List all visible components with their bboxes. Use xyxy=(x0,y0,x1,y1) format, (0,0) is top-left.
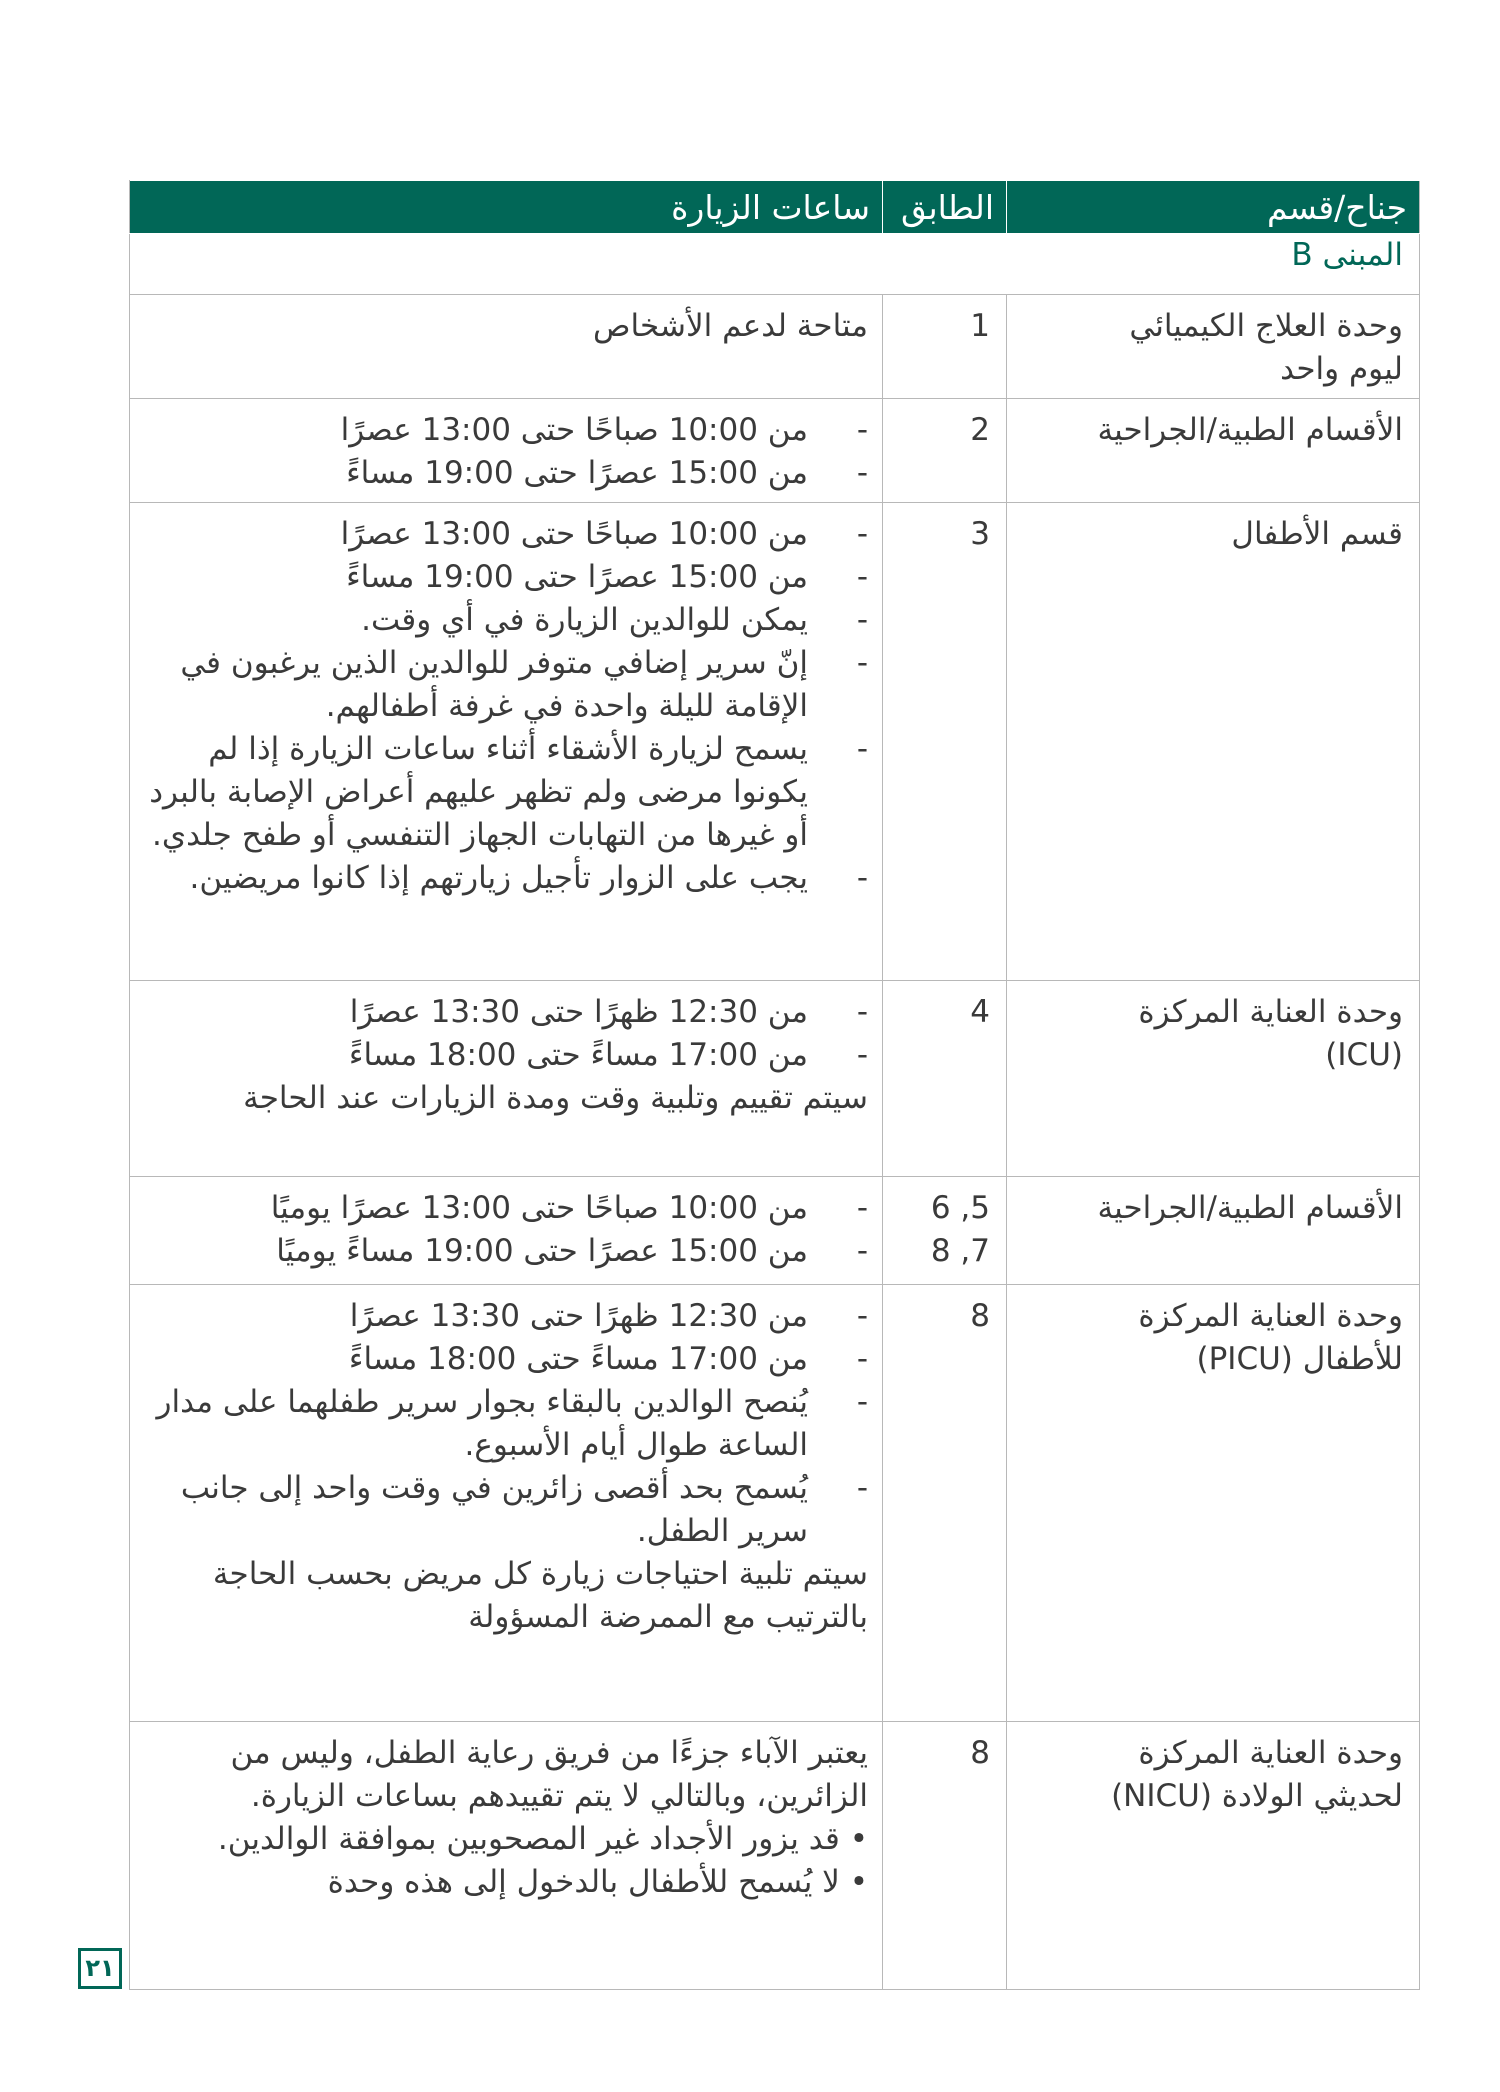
ward-name: وحدة العناية المركزة xyxy=(1138,1298,1403,1334)
ward-cell xyxy=(1007,295,1420,399)
floor-cell: 1 xyxy=(883,295,1007,399)
hours-item: - يجب على الزوار تأجيل زيارتهم إذا كانوا مريضين. xyxy=(140,857,868,900)
floor-cell: 3 xyxy=(883,503,1007,981)
hours-cell xyxy=(130,1722,883,1990)
hours-cell xyxy=(130,503,883,981)
ward-name-line2: لحديثي الولادة (NICU) xyxy=(1111,1778,1403,1814)
hours-note: يعتبر الآباء جزءًا من فريق رعاية الطفل، وليس من الزائرين، وبالتالي لا يتم تقييدهم بساعات الزيارة. xyxy=(230,1735,868,1814)
ward-cell xyxy=(1007,1177,1420,1285)
hours-item: - من 15:00 عصرًا حتى 19:00 مساءً xyxy=(140,452,868,495)
header-visiting-hours: ساعات الزيارة xyxy=(130,181,883,234)
hours-cell xyxy=(130,981,883,1177)
hours-item: - من 10:00 صباحًا حتى 13:00 عصرًا xyxy=(140,513,868,556)
hours-note: متاحة لدعم الأشخاص xyxy=(593,308,868,344)
ward-cell xyxy=(1007,503,1420,981)
table-row xyxy=(130,295,1420,399)
ward-cell xyxy=(1007,981,1420,1177)
hours-list xyxy=(140,991,868,1077)
bullet-item: • لا يُسمح للأطفال بالدخول إلى هذه وحدة xyxy=(327,1864,868,1900)
table-row xyxy=(130,399,1420,503)
table-row xyxy=(130,1177,1420,1285)
building-row xyxy=(130,234,1420,295)
hours-item: - يُسمح بحد أقصى زائرين في وقت واحد إلى جانب سرير الطفل. xyxy=(140,1467,868,1553)
page-number: ٢١ xyxy=(78,1948,122,1989)
hours-item: - يُنصح الوالدين بالبقاء بجوار سرير طفلهما على مدار الساعة طوال أيام الأسبوع. xyxy=(140,1381,868,1467)
ward-name: قسم الأطفال xyxy=(1231,516,1403,552)
bullet-text: قد يزور الأجداد غير المصحوبين بموافقة الوالدين. xyxy=(217,1821,840,1857)
table-row xyxy=(130,503,1420,981)
bullet-text: لا يُسمح للأطفال بالدخول إلى هذه وحدة xyxy=(327,1864,840,1900)
header-floor: الطابق xyxy=(883,181,1007,234)
hours-item: - من 10:00 صباحًا حتى 13:00 عصرًا xyxy=(140,409,868,452)
hours-item: - من 15:00 عصرًا حتى 19:00 مساءً يوميًا xyxy=(140,1230,868,1273)
ward-name: وحدة العلاج الكيميائي xyxy=(1129,308,1403,344)
hours-item: - من 15:00 عصرًا حتى 19:00 مساءً xyxy=(140,556,868,599)
floor-cell: 8 xyxy=(883,1722,1007,1990)
hours-item: - من 17:00 مساءً حتى 18:00 مساءً xyxy=(140,1034,868,1077)
hours-list xyxy=(140,513,868,900)
ward-cell xyxy=(1007,1285,1420,1722)
hours-note: سيتم تقييم وتلبية وقت ومدة الزيارات عند الحاجة xyxy=(243,1080,868,1116)
ward-name-line2: ليوم واحد xyxy=(1280,351,1403,387)
hours-list xyxy=(140,1295,868,1553)
ward-cell xyxy=(1007,399,1420,503)
ward-name: الأقسام الطبية/الجراحية xyxy=(1097,1190,1403,1226)
hours-item: - يسمح لزيارة الأشقاء أثناء ساعات الزيارة إذا لم يكونوا مرضى ولم تظهر عليهم أعراض الإصابة بالبرد أو غيرها من التهابات الجهاز التنفسي أو طفح جلدي. xyxy=(140,728,868,857)
floor-value: 7, 8 xyxy=(930,1233,990,1269)
ward-name: وحدة العناية المركزة xyxy=(1138,1735,1403,1771)
table-header-row xyxy=(130,181,1420,234)
hours-item: - إنّ سرير إضافي متوفر للوالدين الذين يرغبون في الإقامة لليلة واحدة في غرفة أطفالهم. xyxy=(140,642,868,728)
table-row xyxy=(130,981,1420,1177)
hours-note: سيتم تلبية احتياجات زيارة كل مريض بحسب الحاجة بالترتيب مع الممرضة المسؤولة xyxy=(212,1556,868,1635)
hours-item: - من 10:00 صباحًا حتى 13:00 عصرًا يوميًا xyxy=(140,1187,868,1230)
hours-item: - من 12:30 ظهرًا حتى 13:30 عصرًا xyxy=(140,991,868,1034)
ward-name: وحدة العناية المركزة xyxy=(1138,994,1403,1030)
hours-list xyxy=(140,409,868,495)
hours-item: - يمكن للوالدين الزيارة في أي وقت. xyxy=(140,599,868,642)
header-ward: جناح/قسم xyxy=(1007,181,1420,234)
table-row xyxy=(130,1722,1420,1990)
floor-cell: 2 xyxy=(883,399,1007,503)
floor-cell xyxy=(883,1177,1007,1285)
hours-item: - من 12:30 ظهرًا حتى 13:30 عصرًا xyxy=(140,1295,868,1338)
ward-name-line2: للأطفال (PICU) xyxy=(1196,1341,1403,1377)
hours-cell xyxy=(130,399,883,503)
hours-item: - من 17:00 مساءً حتى 18:00 مساءً xyxy=(140,1338,868,1381)
bullet-item: • قد يزور الأجداد غير المصحوبين بموافقة الوالدين. xyxy=(217,1821,868,1857)
hours-cell xyxy=(130,295,883,399)
table-row xyxy=(130,1285,1420,1722)
floor-value: 5, 6 xyxy=(930,1190,990,1226)
ward-cell xyxy=(1007,1722,1420,1990)
hours-list xyxy=(140,1187,868,1273)
visiting-hours-table xyxy=(129,180,1420,1990)
hours-cell xyxy=(130,1285,883,1722)
floor-cell: 8 xyxy=(883,1285,1007,1722)
ward-name-line2: (ICU) xyxy=(1325,1037,1403,1073)
building-label: المبنى B xyxy=(130,234,1420,295)
floor-cell: 4 xyxy=(883,981,1007,1177)
ward-name: الأقسام الطبية/الجراحية xyxy=(1097,412,1403,448)
hours-cell xyxy=(130,1177,883,1285)
